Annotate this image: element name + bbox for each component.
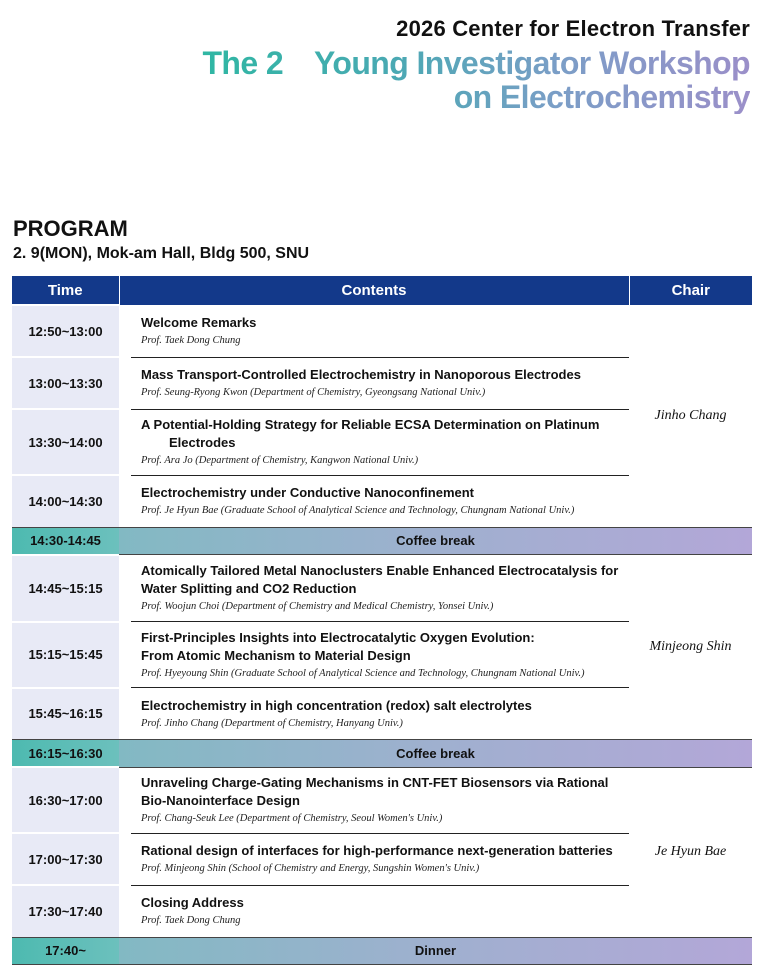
chair-name: Minjeong Shin (649, 639, 732, 654)
break-time: 16:15~16:30 (12, 740, 119, 768)
time-cell: 14:00~14:30 (12, 475, 119, 527)
time-cell: 15:45~16:15 (12, 688, 119, 740)
speaker-info: Prof. Ara Jo (Department of Chemistry, Kangwon National Univ.) (141, 455, 419, 466)
talk-title: A Potential-Holding Strategy for Reliable ECSA Determination on Platinum (141, 417, 600, 432)
talk-title: Electrochemistry in high concentration (redox) salt electrolytes (141, 697, 532, 713)
break-row (12, 740, 752, 768)
time-cell: 15:15~15:45 (12, 622, 119, 688)
time-cell: 12:50~13:00 (12, 305, 119, 357)
speaker-info: Prof. Taek Dong Chung (141, 334, 241, 346)
speaker-info: Prof. Hyeyoung Shin (Graduate School of Analytical Science and Technology, Chungnam National Univ.) (141, 667, 585, 679)
content-cell (131, 767, 629, 833)
content-cell (131, 555, 629, 622)
chair-name: Jinho Chang (654, 407, 727, 423)
speaker-info: Prof. Jinho Chang (Department of Chemistry, Hanyang Univ.) (141, 717, 403, 729)
talk-title: Mass Transport-Controlled Electrochemistry in Nanoporous Electrodes (141, 367, 581, 382)
program-venue: 2. 9(MON), Mok-am Hall, Bldg 500, SNU (13, 245, 310, 262)
talk-title: Atomically Tailored Metal Nanoclusters Enable Enhanced Electrocatalysis for (141, 563, 619, 578)
ordinal-suffix: nd (283, 54, 307, 76)
content-cell (131, 357, 629, 409)
table-row (12, 767, 752, 833)
speaker-info: Prof. Minjeong Shin (School of Chemistry and Energy, Sungshin Women's Univ.) (141, 863, 480, 874)
table-header-row (12, 276, 752, 305)
contents-column-header: Contents (119, 276, 629, 305)
talk-title: Electrochemistry under Conductive Nanoconfinement (141, 485, 475, 500)
talk-title-continued: Electrodes (169, 435, 236, 450)
workshop-title (202, 46, 750, 114)
speaker-info: Prof. Taek Dong Chung (141, 915, 241, 926)
break-row (12, 527, 752, 555)
table-row (12, 555, 752, 622)
time-cell: 17:00~17:30 (12, 833, 119, 885)
content-cell (131, 305, 629, 357)
time-cell: 16:30~17:00 (12, 767, 119, 833)
break-row (12, 937, 752, 964)
speaker-info: Prof. Je Hyun Bae (Graduate School of Analytical Science and Technology, Chungnam National Univ.) (141, 505, 575, 516)
program-table (12, 276, 752, 965)
talk-title: First-Principles Insights into Electrocatalytic Oxygen Evolution: (141, 629, 535, 645)
content-cell (131, 688, 629, 740)
time-cell: 13:00~13:30 (12, 357, 119, 409)
talk-title-continued: From Atomic Mechanism to Material Design (141, 647, 411, 663)
chair-column-header: Chair (629, 276, 752, 305)
table-row (12, 305, 752, 357)
break-label: Coffee break (119, 527, 752, 555)
time-column-header: Time (12, 276, 119, 305)
content-cell (131, 409, 629, 475)
workshop-title-part2: Young Investigator Workshop (306, 45, 750, 81)
break-time: 17:40~ (12, 937, 119, 964)
content-cell (131, 833, 629, 885)
event-organizer-title: 2026 Center for Electron Transfer (396, 16, 750, 41)
workshop-subtitle: on Electrochemistry (453, 79, 750, 115)
talk-title: Rational design of interfaces for high-performance next-generation batteries (141, 843, 613, 858)
speaker-info: Prof. Chang-Seuk Lee (Department of Chemistry, Seoul Women's Univ.) (141, 813, 443, 824)
talk-title-continued: Bio-Nanointerface Design (141, 793, 300, 808)
workshop-title-part1: The 2 (202, 45, 284, 81)
break-time: 14:30-14:45 (12, 527, 119, 555)
time-cell: 13:30~14:00 (12, 409, 119, 475)
break-label: Dinner (119, 937, 752, 964)
speaker-info: Prof. Seung-Ryong Kwon (Department of Chemistry, Gyeongsang National Univ.) (141, 387, 486, 398)
talk-title: Unraveling Charge-Gating Mechanisms in CNT-FET Biosensors via Rational (141, 775, 609, 790)
time-cell: 14:45~15:15 (12, 555, 119, 622)
chair-name: Je Hyun Bae (654, 844, 727, 859)
talk-title: Closing Address (141, 895, 244, 910)
program-heading: PROGRAM (13, 216, 128, 241)
speaker-info: Prof. Woojun Choi (Department of Chemistry and Medical Chemistry, Yonsei Univ.) (141, 601, 494, 612)
talk-title-continued: Water Splitting and CO2 Reduction (141, 581, 357, 596)
break-label: Coffee break (119, 740, 752, 768)
content-cell (131, 622, 629, 688)
talk-title: Welcome Remarks (141, 314, 257, 330)
time-cell: 17:30~17:40 (12, 885, 119, 937)
content-cell (131, 885, 629, 937)
content-cell (131, 475, 629, 527)
